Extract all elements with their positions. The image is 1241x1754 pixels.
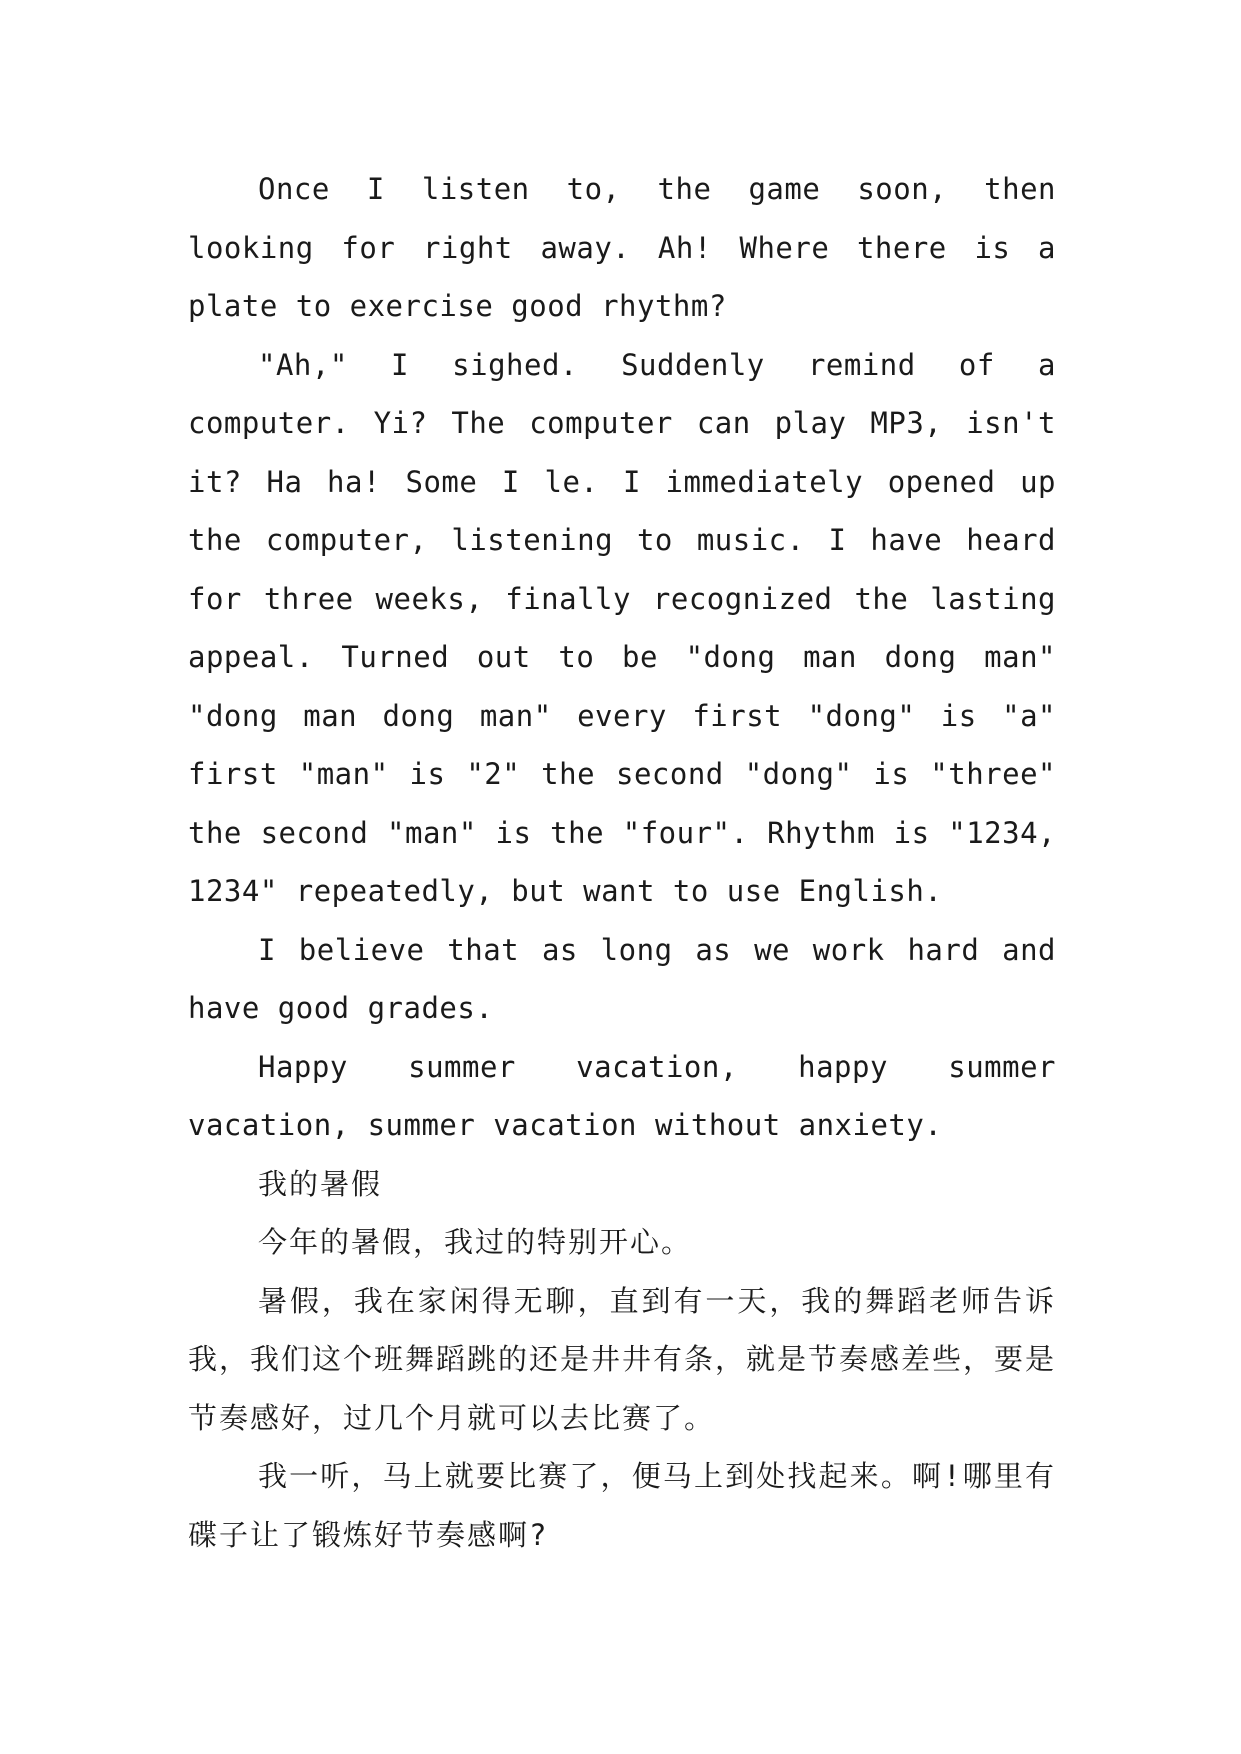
paragraph-1: Once I listen to, the game soon, then looking for right away. Ah! Where there is a plate to exercise good rhythm? — [188, 172, 1056, 323]
section-title: 我的暑假 — [258, 1166, 383, 1201]
paragraph-3: I believe that as long as we work hard and have good grades. — [188, 932, 1056, 1025]
paragraph-7: 我一听，马上就要比赛了，便马上到处找起来。啊!哪里有碟子让了锻炼好节奏感啊? — [188, 1459, 1056, 1552]
paragraph-4: Happy summer vacation, happy summer vacation, summer vacation without anxiety. — [188, 1049, 1056, 1142]
paragraph-6: 暑假，我在家闲得无聊，直到有一天，我的舞蹈老师告诉我，我们这个班舞蹈跳的还是井井有条，就是节奏感差些，要是节奏感好，过几个月就可以去比赛了。 — [188, 1283, 1057, 1435]
document-page — [188, 160, 1056, 1564]
paragraph-2: "Ah," I sighed. Suddenly remind of a computer. Yi? The computer can play MP3, isn't it? Ha ha! Some I le. I immediately opened up the computer, listening to music. I have heard for three weeks, finally recognized the lasting appeal. Turned out to be "dong man dong man" "dong man dong man" every first "dong" is "a" first "man" is "2" the second "dong" is "three" the second "man" is the "four". Rhythm is "1234, 1234" repeatedly, but want to use English. — [188, 347, 1056, 908]
paragraph-5: 今年的暑假，我过的特别开心。 — [258, 1225, 693, 1259]
